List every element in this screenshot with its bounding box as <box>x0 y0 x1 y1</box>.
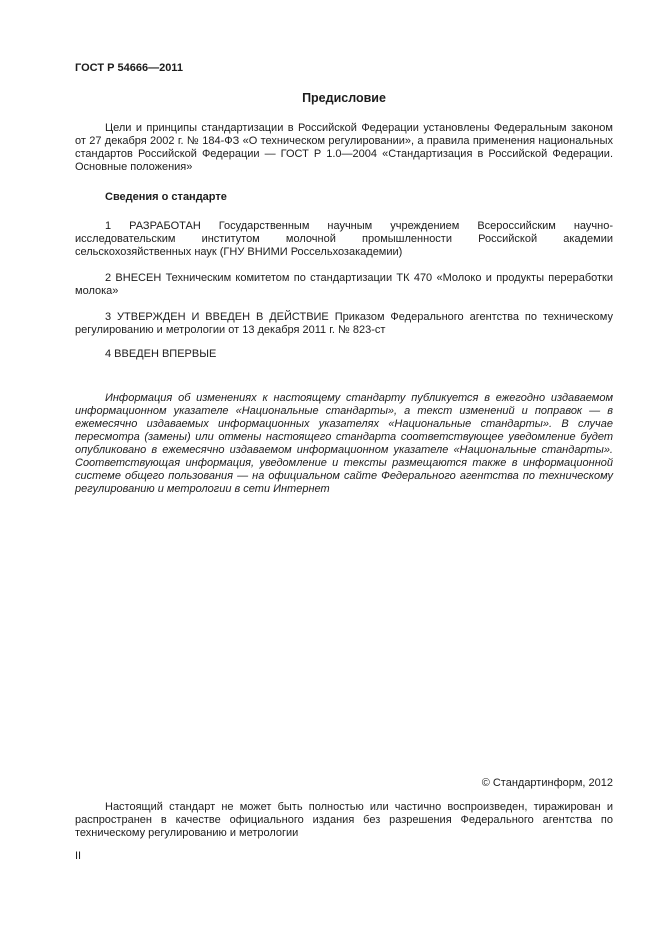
page-footer <box>75 777 613 863</box>
page-number: II <box>75 850 82 862</box>
page-title: Предисловие <box>302 91 386 105</box>
intro-paragraph: Цели и принципы стандартизации в Российской Федерации установлены Федеральным законом от 27 декабря 2002 г. № 184-ФЗ «О техническом регулировании», а правила применения национальных стандартов Российской Федерации — ГОСТ Р 1.0—2004 «Стандартизация в Российской Федерации. Основные положения» <box>75 122 613 173</box>
standard-info-item-approved: 3 УТВЕРЖДЕН И ВВЕДЕН В ДЕЙСТВИЕ Приказом Федерального агентства по техническому регулированию и метрологии от 13 декабря 2011 г. № 823-ст <box>75 311 613 336</box>
standard-info-item-developed: 1 РАЗРАБОТАН Государственным научным учреждением Всероссийским научно-исследовательским институтом молочной промышленности Российской академии сельскохозяйственных наук (ГНУ ВНИМИ Россельхозакадемии) <box>75 220 613 258</box>
copyright-line: © Стандартинформ, 2012 <box>481 777 613 789</box>
reproduction-restriction-note: Настоящий стандарт не может быть полностью или частично воспроизведен, тиражирован и распространен в качестве официального издания без разрешения Федерального агентства по техническому регулированию и метрологии <box>75 801 613 839</box>
change-information-note: Информация об изменениях к настоящему стандарту публикуется в ежегодно издаваемом информационном указателе «Национальные стандарты», а текст изменений и поправок — в ежемесячно издаваемых информационных указателях «Национальные стандарты». В случае пересмотра (замены) или отмены настоящего стандарта соответствующее уведомление будет опубликовано в ежемесячно издаваемом информационном указателе «Национальные стандарты». Соответствующая информация, уведомление и тексты размещаются также в информационной системе общего пользования — на официальном сайте Федерального агентства по техническому регулированию и метрологии в сети Интернет <box>75 392 613 495</box>
standard-info-item-first-introduced: 4 ВВЕДЕН ВПЕРВЫЕ <box>105 348 217 360</box>
document-header: ГОСТ Р 54666—2011 <box>75 62 183 74</box>
standard-info-item-submitted: 2 ВНЕСЕН Техническим комитетом по стандартизации ТК 470 «Молоко и продукты переработки молока» <box>75 272 613 297</box>
section-heading: Сведения о стандарте <box>105 191 227 203</box>
